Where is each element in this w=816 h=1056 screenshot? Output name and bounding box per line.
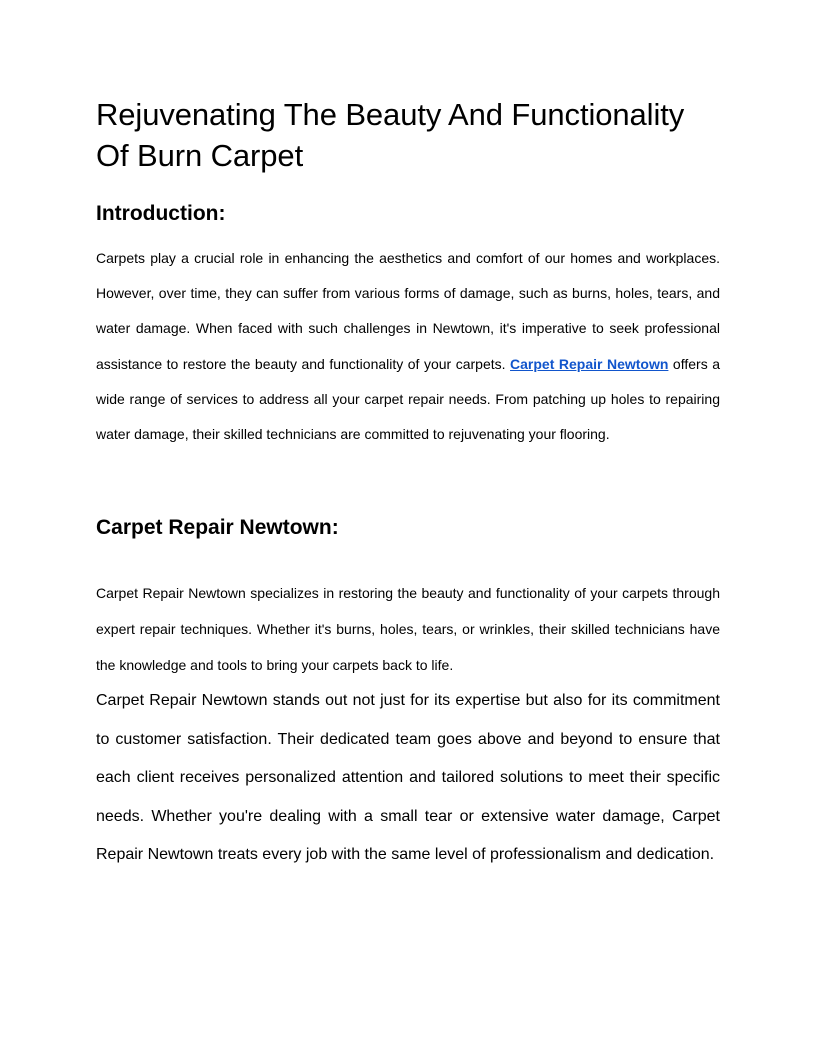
section-heading-introduction: Introduction: <box>96 202 226 225</box>
repair-paragraph-large-text: Carpet Repair Newtown stands out not just for its expertise but also for its commitment to customer satisfaction. Their dedicated team goes above and beyond to ensure that each client receives personalized attention and tailored solutions to meet their specific needs. Whether you're dealing with a small tear or extensive water damage, Carpet Repair Newtown treats every job with the same level of professionalism and dedication. <box>96 692 720 863</box>
intro-text-before-link: Carpets play a crucial role in enhancing the aesthetics and comfort of our homes and workplaces. However, over time, they can suffer from various forms of damage, such as burns, holes, tears, and water damage. When faced with such challenges in Newtown, it's imperative to seek professional assistance to restore the beauty and functionality of your carpets. <box>96 250 720 372</box>
document-title: Rejuvenating The Beauty And Functionality Of Burn Carpet <box>96 97 685 173</box>
introduction-paragraph <box>96 241 720 452</box>
repair-paragraph-small-text: Carpet Repair Newtown specializes in restoring the beauty and functionality of your carpets through expert repair techniques. Whether it's burns, holes, tears, or wrinkles, their skilled technicians have the knowledge and tools to bring your carpets back to life. <box>96 585 720 673</box>
carpet-repair-newtown-link[interactable]: Carpet Repair Newtown <box>510 355 669 372</box>
section-heading-carpet-repair-newtown: Carpet Repair Newtown: <box>96 516 339 539</box>
intro-text-after-link: offers a wide range of services to address all your carpet repair needs. From patching up holes to repairing water damage, their skilled technicians are committed to rejuvenating your flooring. <box>96 355 720 443</box>
